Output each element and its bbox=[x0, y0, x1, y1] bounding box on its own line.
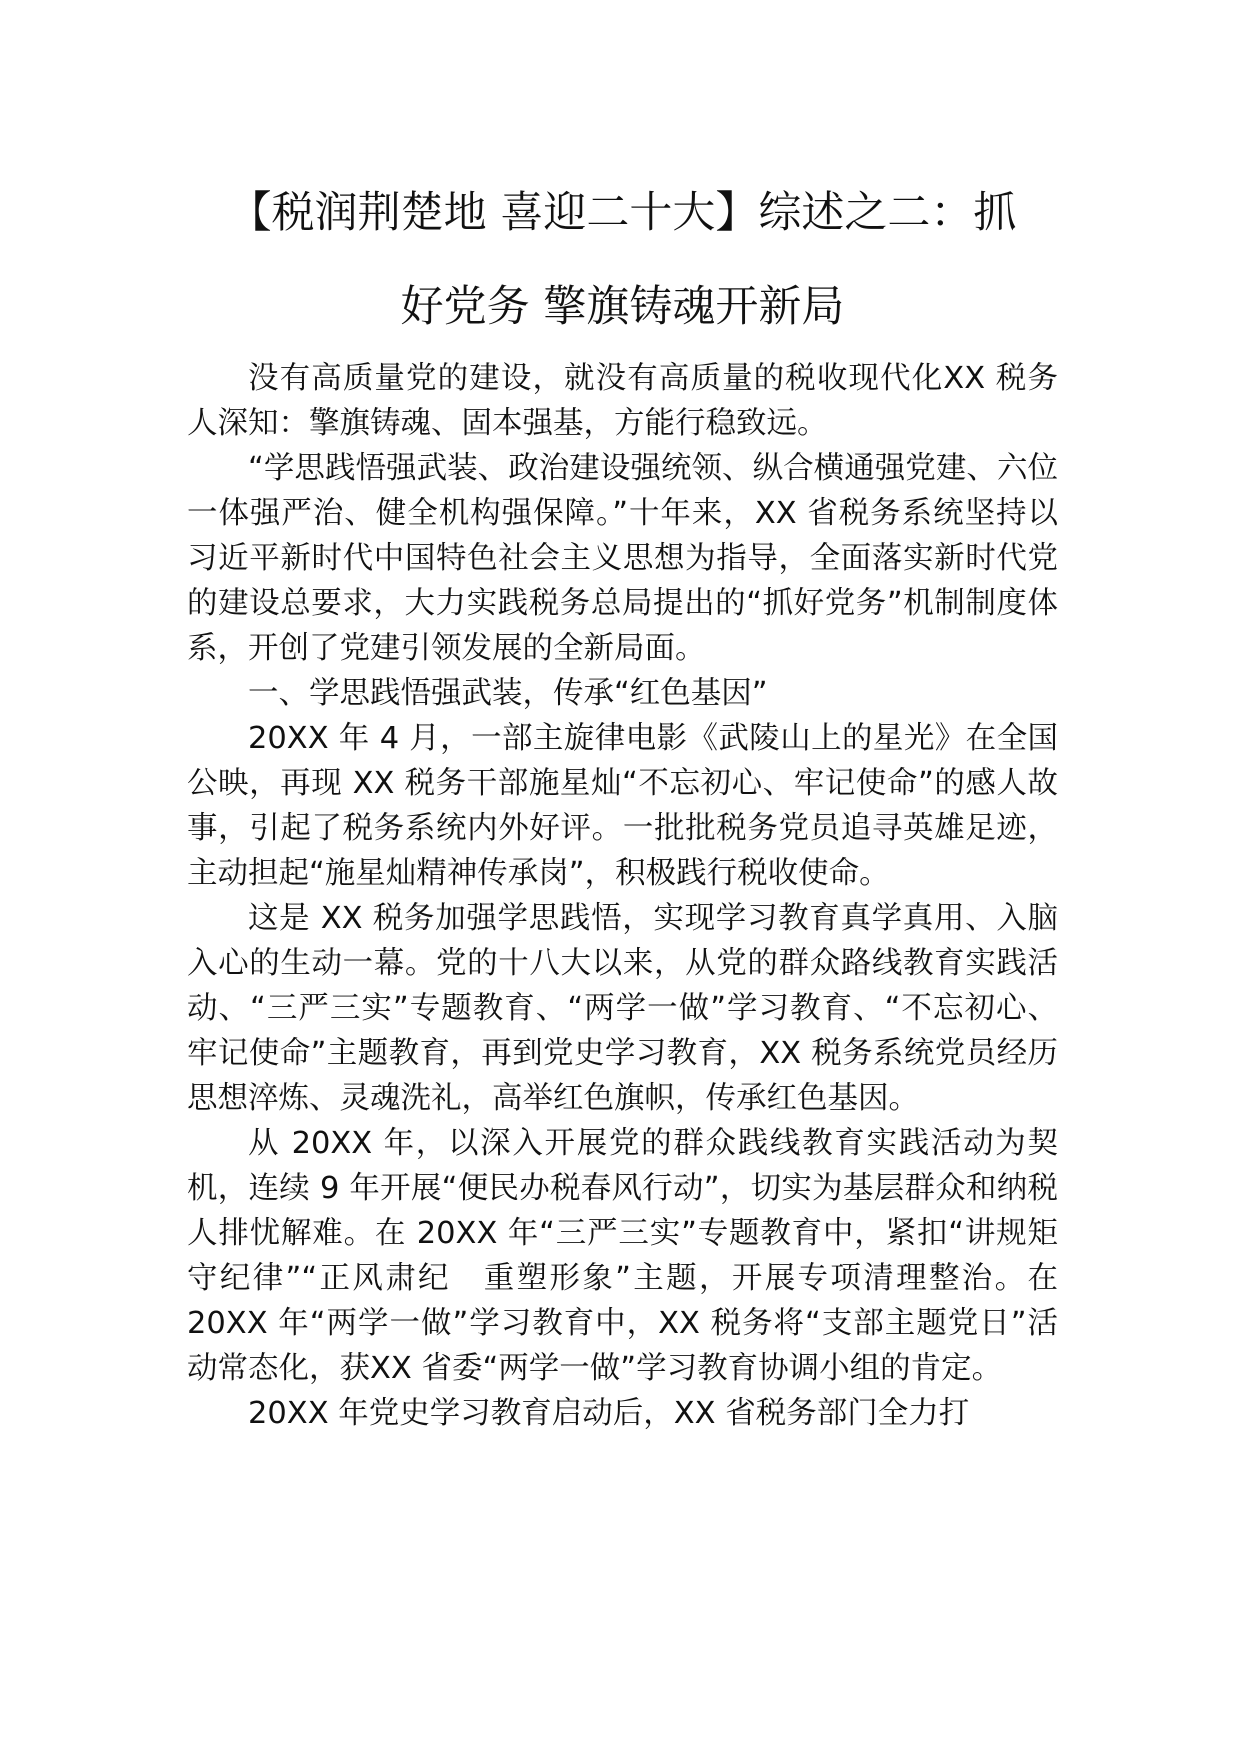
title-line-2: 好党务 擎旗铸魂开新局 bbox=[400, 282, 845, 332]
paragraph-film: 20XX 年 4 月，一部主旋律电影《武陵山上的星光》在全国公映，再现 XX 税务干部施星灿“不忘初心、牢记使命”的感人故事，引起了税务系统内外好评。一批批税务党员追寻英雄足迹，主动担起“施星灿精神传承岗”，积极践行税收使命。 bbox=[187, 721, 1058, 891]
document-body bbox=[187, 356, 1089, 1436]
document-title bbox=[187, 166, 1058, 354]
title-line-1: 【税润荆楚地 喜迎二十大】综述之二：抓 bbox=[228, 188, 1017, 238]
paragraph-summary: “学思践悟强武装、政治建设强统领、纵合横通强党建、六位一体强严治、健全机构强保障。”十年来，XX 省税务系统坚持以习近平新时代中国特色社会主义思想为指导，全面落实新时代党的建设总要求，大力实践税务总局提出的“抓好党务”机制制度体系，开创了党建引领发展的全新局面。 bbox=[187, 451, 1058, 666]
paragraph-education: 这是 XX 税务加强学思践悟，实现学习教育真学真用、入脑入心的生动一幕。党的十八大以来，从党的群众路线教育实践活动、“三严三实”专题教育、“两学一做”学习教育、“不忘初心、牢记使命”主题教育，再到党史学习教育，XX 税务系统党员经历思想淬炼、灵魂洗礼，高举红色旗帜，传承红色基因。 bbox=[187, 901, 1058, 1116]
paragraph-intro: 没有高质量党的建设，就没有高质量的税收现代化XX 税务人深知：擎旗铸魂、固本强基，方能行稳致远。 bbox=[187, 361, 1058, 441]
paragraph-activities: 从 20XX 年，以深入开展党的群众践线教育实践活动为契机，连续 9 年开展“便民办税春风行动”，切实为基层群众和纳税人排忧解难。在 20XX 年“三严三实”专题教育中，紧扣“讲规矩 守纪律”“正风肃纪 重塑形象”主题，开展专项清理整治。在 20XX 年“两学一做”学习教育中，XX 税务将“支部主题党日”活动常态化，获XX 省委“两学一做”学习教育协调小组的肯定。 bbox=[187, 1126, 1089, 1386]
section-heading-1: 一、学思践悟强武装，传承“红色基因” bbox=[248, 676, 768, 711]
paragraph-party-history: 20XX 年党史学习教育启动后，XX 省税务部门全力打 bbox=[248, 1396, 970, 1431]
